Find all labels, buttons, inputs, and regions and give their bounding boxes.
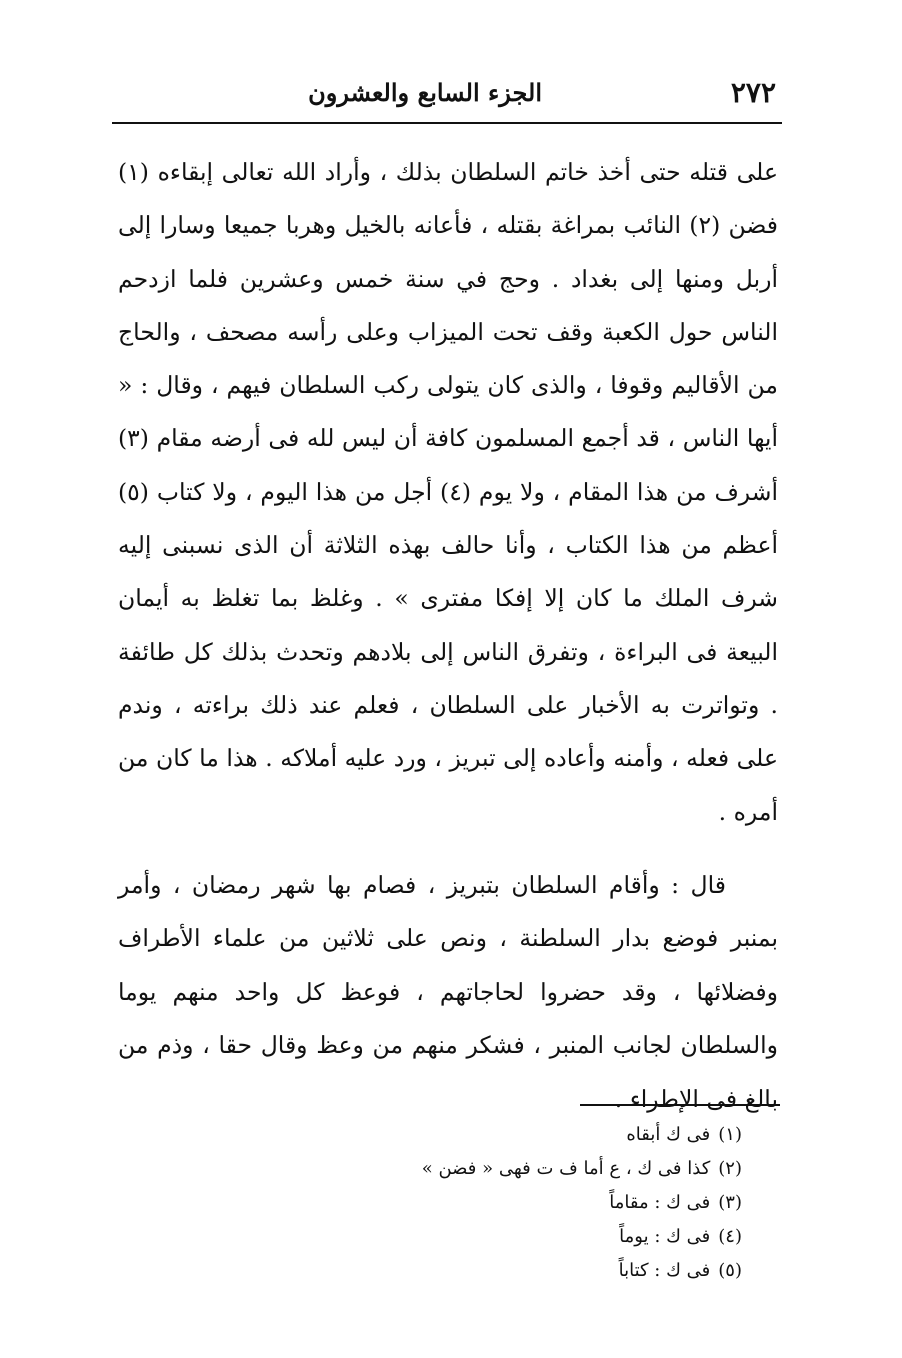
paragraph: على قتله حتى أخذ خاتم السلطان بذلك ، وأراد الله تعالى إبقاءه (١) فضن (٢) النائب بمراغة بقتله ، فأعانه بالخيل وهربا جميعا وسارا إلى أربل ومنها إلى بغداد . وحج في سنة خمس وعشرين فلما ازدحم الناس حول الكعبة وقف تحت الميزاب وعلى رأسه مصحف ، والحاج من الأقاليم وقوفا ، والذى كان يتولى ركب السلطان فيهم ، وقال : « أيها الناس ، قد أجمع المسلمون كافة أن ليس لله فى أرضه مقام (٣) أشرف من هذا المقام ، ولا يوم (٤) أجل من هذا اليوم ، ولا كتاب (٥) أعظم من هذا الكتاب ، وأنا حالف بهذه الثلاثة أن الذى نسبنى إليه شرف الملك ما كان إلا إفكا مفترى » . وغلظ بما تغلظ به أيمان البيعة فى البراءة ، وتفرق الناس إلى بلادهم وتحدث بذلك كل طائفة . وتواترت به الأخبار على السلطان ، فعلم عند ذلك براءته ، وندم على فعله ، وأمنه وأعاده إلى تبريز ، ورد عليه أملاكه . هذا ما كان من أمره . bbox=[118, 158, 779, 826]
footnote bbox=[380, 1220, 742, 1254]
footnote bbox=[380, 1118, 742, 1152]
main-text bbox=[118, 146, 778, 1126]
header-rule bbox=[112, 122, 782, 124]
footnote-text: فى ك : كتاباً bbox=[618, 1260, 711, 1281]
footnote-text: كذا فى ك ، ع أما ف ت فهى « فضن » bbox=[421, 1158, 711, 1179]
footnote-number: (٥) bbox=[718, 1260, 742, 1281]
page-number: ٢٧٢ bbox=[730, 76, 776, 109]
footnote-text: فى ك : مقاماً bbox=[609, 1192, 711, 1213]
footnote-text: فى ك أبقاه bbox=[626, 1124, 711, 1145]
footnote-number: (٤) bbox=[718, 1226, 742, 1247]
paragraph: قال : وأقام السلطان بتبريز ، فصام بها شهر رمضان ، وأمر بمنبر فوضع بدار السلطنة ، ونص على ثلاثين من علماء الأطراف وفضلائها ، وقد حضروا لحاجاتهم ، فوعظ كل واحد منهم يوما والسلطان لجانب المنبر ، فشكر منهم من وعظ وقال حقا ، وذم من بالغ فى الإطراء . bbox=[118, 870, 779, 1113]
footnote bbox=[380, 1152, 742, 1186]
footnote-number: (٢) bbox=[718, 1158, 742, 1179]
footnote-number: (٣) bbox=[718, 1192, 742, 1213]
footnote bbox=[380, 1254, 742, 1288]
footnote-separator bbox=[580, 1104, 780, 1106]
footnote bbox=[380, 1186, 742, 1220]
page-header bbox=[112, 76, 782, 112]
footnote-text: فى ك : يوماً bbox=[619, 1226, 711, 1247]
footnote-number: (١) bbox=[718, 1124, 742, 1145]
footnotes bbox=[380, 1118, 742, 1288]
running-title: الجزء السابع والعشرون bbox=[308, 78, 542, 107]
